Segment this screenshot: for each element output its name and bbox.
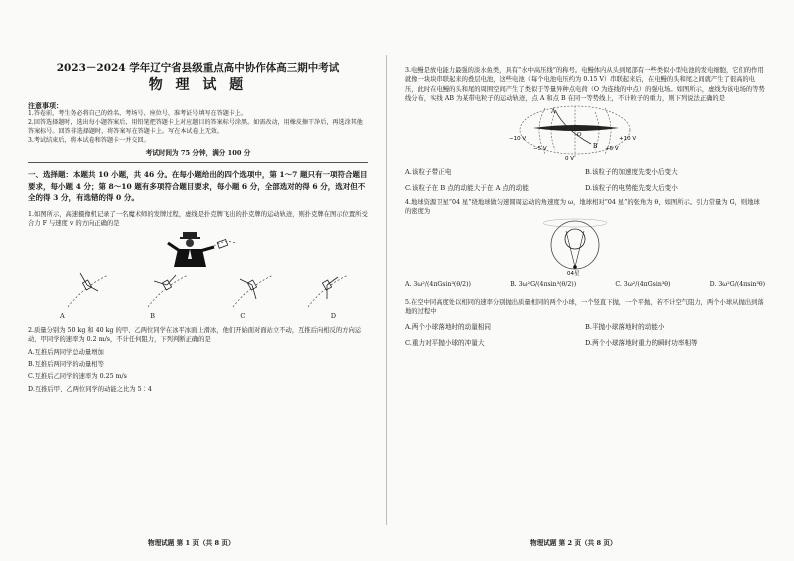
q2-option-a: A.互推后两同学总动量增加 [28,348,104,356]
question-4: 4.地球资源卫星“04 星”绕地球做匀速圆周运动的角速度为 ω，地球相对“04 星”的张角为 θ，如图所示。引力常量为 G，则地球的密度为 [405,198,760,216]
option-label: C [240,311,246,320]
q2-option-c: C.互推后乙同学的速率为 0.25 m/s [28,373,127,381]
q5-option-a: A.两个小球落地时的动量相同 [405,322,491,331]
q1-option-diagrams [28,267,368,309]
question-1: 1.如图所示，高速摄像机记录了一名魔术师的发牌过程，虚线是扑克牌飞出的扑克牌的运动轨迹，则扑克牌在图示位置所受合力 F 与速度 v 的方向正确的是 [28,210,368,228]
option-d-diagram [308,275,348,307]
q3-options [405,166,765,192]
q4-option-c: C. 3ω²/(4πGsin³θ) [615,280,671,288]
q1-options [28,312,368,320]
label-a: A [551,107,556,115]
label-minus5: −5 V [533,145,547,152]
q4-option-a: A. 3ω²/(4πGsin³(θ/2)) [405,280,471,288]
q5-option-c: C.重力对平抛小球的冲量大 [405,338,485,347]
label-b: B [593,142,598,150]
rule [28,162,368,163]
q5-options [405,321,765,347]
notice-heading: 注意事项： [28,100,63,110]
page-footer-right: 物理试题 第 2 页（共 8 页） [530,539,617,547]
label-minus10: −10 V [509,135,527,142]
option-label: D [330,311,336,320]
flying-card-icon [217,239,228,248]
option-a-diagram [68,273,108,307]
page-footer-left: 物理试题 第 1 页（共 8 页） [148,539,235,547]
option-b-diagram [148,275,188,307]
q2-option-d: D.互推后甲、乙两位同学的动能之比为 5∶4 [28,385,152,393]
notice-2: 2.回答选择题时，选出每小题答案后，用铅笔把答题卡上对应题目的答案标号涂黑。如需改动，用橡皮擦干净后，再选涂其他答案标号。回答非选择题时，将答案写在答题卡上。写在本试卷上无效。 [28,119,363,136]
label-zero: 0 V [565,155,575,162]
section-heading: 一、选择题：本题共 10 小题，共 46 分。在每小题给出的四个选项中，第 1～7 题只有一项符合题目要求，每小题 4 分；第 8～10 题有多项符合题目要求，每小题 6 分，全部选对的得 6 分，选对但不全的得 3 分，有选错的得 0 分。 [28,169,368,203]
notice-3: 3.考试结束后，将本试卷和答题卡一并交回。 [28,136,150,144]
notice-1: 1.答卷前，考生务必将自己的姓名、考场号、座位号、准考证号填写在答题卡上。 [28,110,248,118]
q4-options [405,281,765,288]
q3-option-c: C.该粒子在 B 点的动能大于在 A 点的动能 [405,183,529,192]
q3-option-a: A.该粒子带正电 [405,167,452,176]
page-left [28,62,368,394]
magician-silhouette-icon [168,232,214,267]
magician-figure [28,229,368,267]
orbit-circle [551,221,599,269]
label-o: O [577,131,582,138]
question-5: 5.在空中同高度处以相同的速率分别抛出质量相同的两个小球，一个竖直下抛，一个平抛，若不计空气阻力，两个小球从抛出到落地的过程中 [405,298,764,316]
q3-option-d: D.该粒子的电势能先变大后变小 [585,183,678,192]
eel-body-icon [533,125,619,131]
option-label: A [60,311,65,320]
option-c-diagram [233,275,273,307]
q5-option-d: D.两个小球落地时重力的瞬时功率相等 [585,338,698,347]
page-right [405,66,765,347]
question-2: 2.质量分别为 50 kg 和 40 kg 的甲、乙两位同学在冰平冰面上滑冰，他们开始面对面站立不动，互推后向相反的方向运动，甲同学的速率为 0.2 m/s，不计任何阻力，下列判断正确的是 [28,326,362,344]
electric-eel-field-figure [405,104,765,162]
q5-option-b: B.平抛小球落地时的动能小 [585,322,665,331]
label-plus5: +5 V [605,145,619,152]
satellite-figure [405,217,765,277]
q2-option-b: B.互推后两同学的动量相等 [28,360,104,368]
satellite-icon [573,265,577,269]
q4-option-d: D. 3ω²G/(4πsin³θ) [709,280,765,288]
option-label: B [150,311,155,320]
q4-option-b: B. 3ω²G/(4πsin³(θ/2)) [510,280,577,288]
subject-title: 物 理 试 题 [148,77,248,94]
label-plus10: +10 V [619,135,637,142]
exam-title: 2023－2024 学年辽宁省县级重点高中协作体高三期中考试 [56,62,340,74]
q3-option-b: B.该粒子的加速度先变小后变大 [585,167,678,176]
page-divider [386,55,387,525]
question-3: 3.电鳗是放电能力最强的淡水鱼类，具有“水中高压线”的称号。电鳗体内从头到尾部有一些类似小型电池的发电细胞，它们的作用就像一块块串联起来的叠层电池，这些电池（每个电池电压约为 0.15 V）串联起来后，在电鳗的头和尾之间就产生了很高的电压，此时在电鳗的头和尾的周围空间产生了类似于等量异种点电荷（O 为连线的中点）的强电场。如图所示，虚线为该电场的等势线分布，实线 AB 为某带电粒子的运动轨迹，点 A 和点 B 在同一等势线上，不计粒子的重力，则下列说法正确的是 [405,67,765,103]
time-note: 考试时间为 75 分钟，满分 100 分 [145,148,251,157]
satellite-label: 04星 [567,270,580,277]
